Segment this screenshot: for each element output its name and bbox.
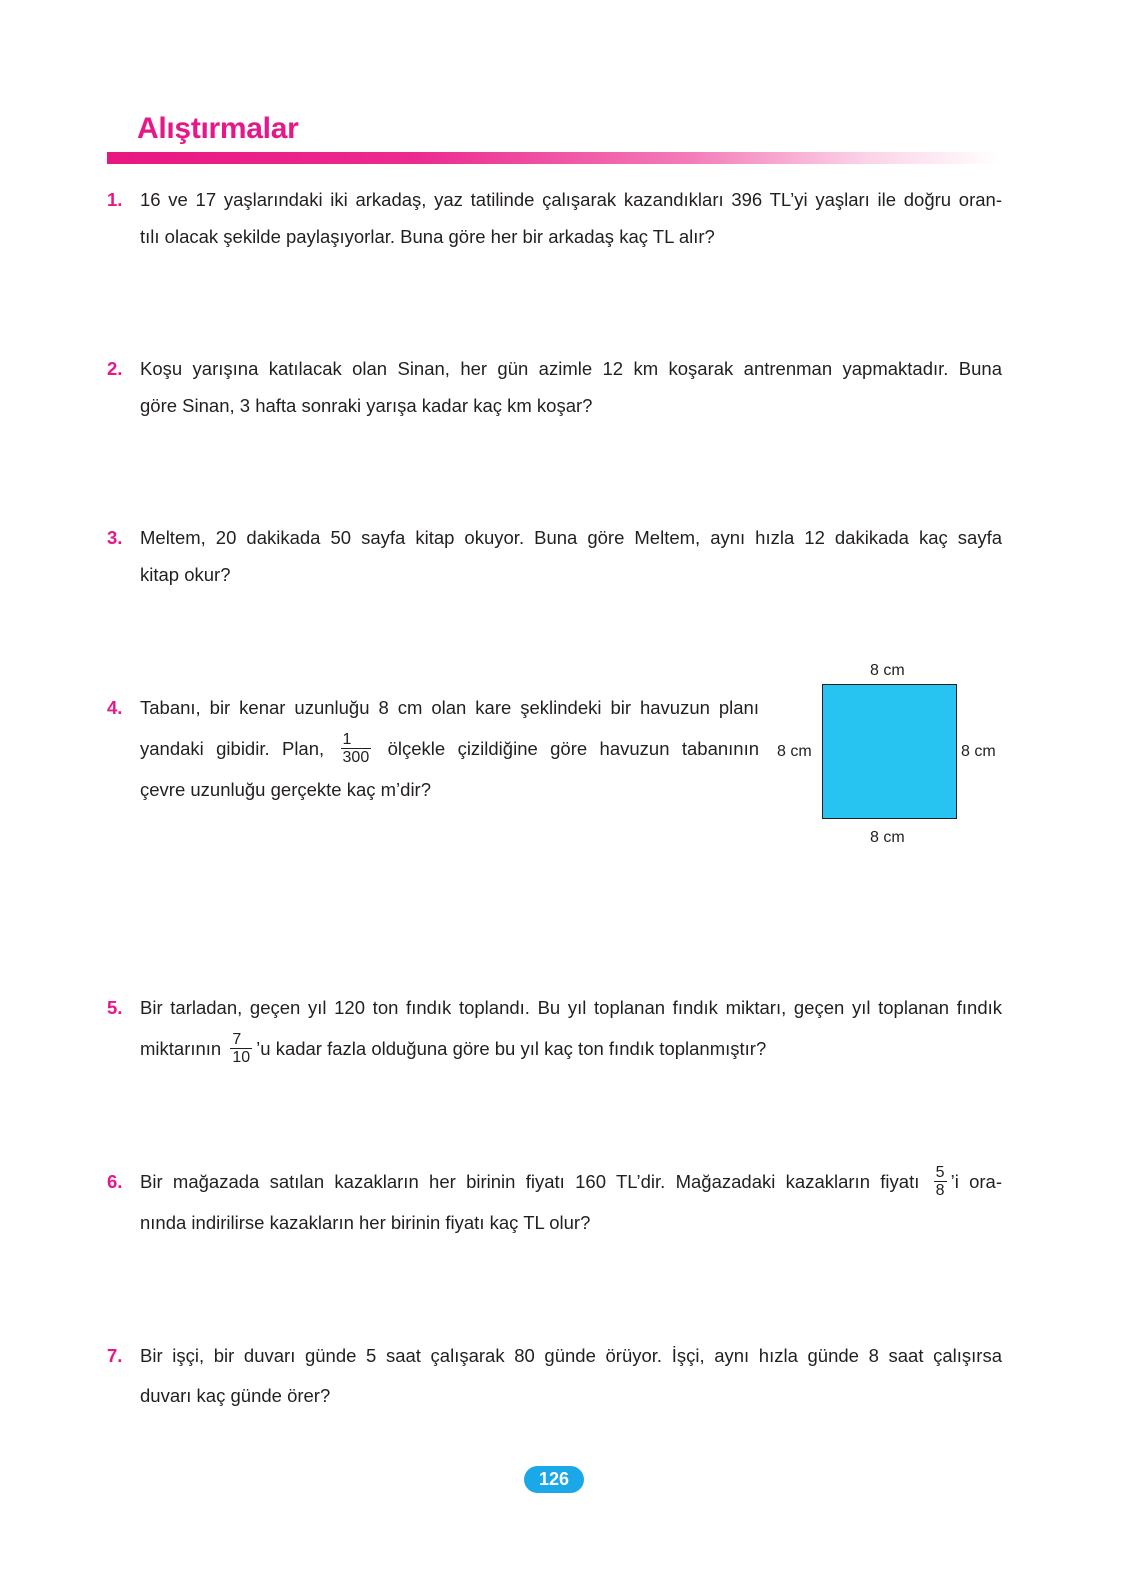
fraction-numerator: 1 xyxy=(341,731,372,749)
square-top-label: 8 cm xyxy=(870,662,905,679)
fraction-denominator: 300 xyxy=(342,748,370,766)
scale-fraction xyxy=(341,731,372,766)
question-5 xyxy=(107,987,1002,1069)
question-4 xyxy=(107,687,759,810)
question-text-line: duvarı kaç günde örer? xyxy=(140,1385,331,1406)
question-number: 7. xyxy=(107,1345,123,1366)
question-7 xyxy=(107,1336,1002,1416)
question-text-line: 16 ve 17 yaşlarındaki iki arkadaş, yaz tatilinde çalışarak kazandıkları 396 TL’yi yaşları ile doğru oran- xyxy=(140,189,1002,210)
question-text-line xyxy=(140,1028,1002,1069)
question-number: 4. xyxy=(107,697,123,718)
page-title: Alıştırmalar xyxy=(137,112,299,145)
question-number: 2. xyxy=(107,358,123,379)
question-1 xyxy=(107,181,1002,255)
question-6 xyxy=(107,1161,1002,1243)
fraction xyxy=(934,1164,947,1199)
text-segment: ’i ora- xyxy=(950,1171,1003,1192)
question-text-line: göre Sinan, 3 hafta sonraki yarışa kadar kaç km koşar? xyxy=(140,395,593,416)
question-text-line: Bir tarladan, geçen yıl 120 ton fındık toplandı. Bu yıl toplanan fındık miktarı, geçen yıl toplanan fındık xyxy=(140,997,1002,1018)
question-text-line: Tabanı, bir kenar uzunluğu 8 cm olan kare şeklindeki bir havuzun planı xyxy=(140,697,759,718)
question-text-line: Meltem, 20 dakikada 50 sayfa kitap okuyor. Buna göre Meltem, aynı hızla 12 dakikada kaç sayfa xyxy=(140,527,1002,548)
question-number: 6. xyxy=(107,1171,123,1192)
question-2 xyxy=(107,350,1002,424)
square-bottom-label: 8 cm xyxy=(870,829,905,846)
question-text-line: Koşu yarışına katılacak olan Sinan, her gün azimle 12 km koşarak antrenman yapmaktadır. Buna xyxy=(140,358,1002,379)
question-text-line xyxy=(140,1161,1002,1202)
question-text-line: Bir işçi, bir duvarı günde 5 saat çalışarak 80 günde örüyor. İşçi, aynı hızla günde 8 saat çalışırsa xyxy=(140,1345,1002,1366)
question-text-line: çevre uzunluğu gerçekte kaç m’dir? xyxy=(140,779,432,800)
square-right-label: 8 cm xyxy=(961,743,996,760)
question-number: 1. xyxy=(107,189,123,210)
question-text-line: nında indirilirse kazakların her birinin fiyatı kaç TL olur? xyxy=(140,1212,591,1233)
text-segment: Bir mağazada satılan kazakların her birinin fiyatı 160 TL’dir. Mağazadaki kazakların fiyatı xyxy=(140,1171,920,1192)
page-number-badge: 126 xyxy=(524,1466,584,1493)
question-number: 3. xyxy=(107,527,123,548)
text-segment: ’u kadar fazla olduğuna göre bu yıl kaç ton fındık toplanmıştır? xyxy=(256,1038,767,1059)
pool-plan-square xyxy=(822,684,957,819)
fraction-numerator: 5 xyxy=(935,1163,945,1181)
fraction-denominator: 10 xyxy=(232,1048,251,1066)
question-3 xyxy=(107,519,1002,593)
square-left-label: 8 cm xyxy=(777,743,812,760)
fraction-denominator: 8 xyxy=(935,1181,945,1199)
question-number: 5. xyxy=(107,997,123,1018)
fraction-numerator: 7 xyxy=(230,1031,252,1049)
text-segment: miktarının xyxy=(140,1038,222,1059)
title-underline-bar xyxy=(107,152,1000,164)
fraction xyxy=(230,1031,252,1066)
question-text-line: tılı olacak şekilde paylaşıyorlar. Buna göre her bir arkadaş kaç TL alır? xyxy=(140,226,715,247)
question-text-line: kitap okur? xyxy=(140,564,231,585)
question-text-line xyxy=(140,728,759,769)
text-segment: ölçekle çizildiğine göre havuzun tabanının xyxy=(387,738,759,759)
text-segment: yandaki gibidir. Plan, xyxy=(140,738,325,759)
